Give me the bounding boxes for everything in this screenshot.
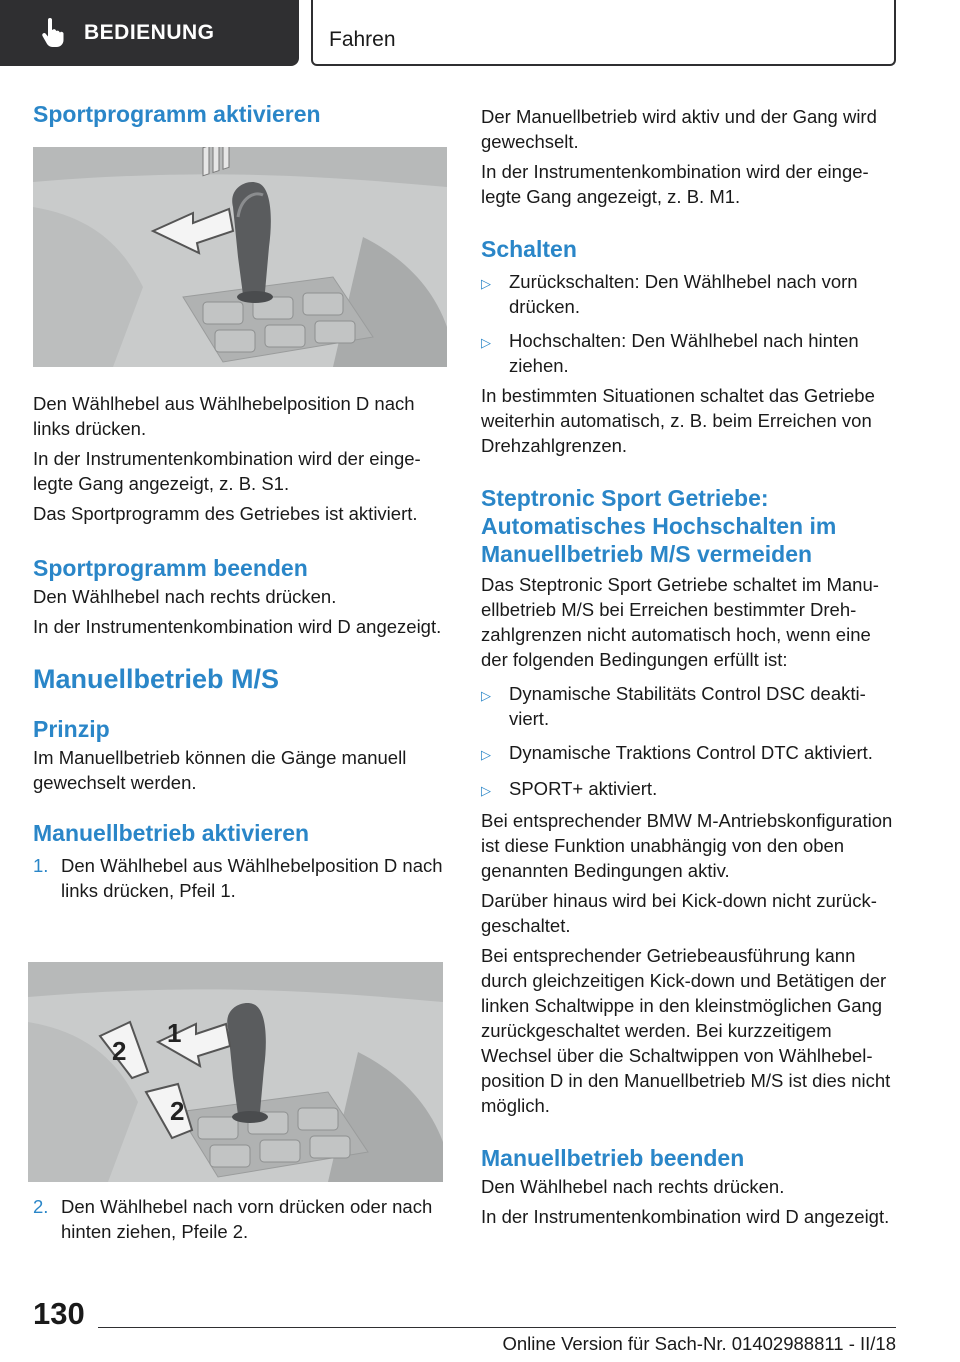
- arrow-label-1: 1: [167, 1018, 182, 1048]
- paragraph: Der Manuellbetrieb wird aktiv und der Gang wird gewechselt.: [481, 106, 877, 152]
- bullet-text: Dynamische Traktions Control DTC aktiviert.: [509, 742, 873, 763]
- heading-principle: Prinzip: [33, 716, 110, 742]
- bullet-item: [481, 328, 897, 378]
- footer-version: Online Version für Sach-Nr. 01402988811 - II/18: [502, 1333, 896, 1354]
- step-number: 2.: [33, 1196, 49, 1217]
- page-number: 130: [33, 1296, 85, 1331]
- heading-sport-off: Sportprogramm beenden: [33, 555, 308, 581]
- step-text: Den Wählhebel nach vorn drücken oder nach hinten ziehen, Pfeile 2.: [61, 1196, 433, 1242]
- paragraph: Den Wählhebel aus Wählhebelposition D nach links drücken.: [33, 393, 415, 439]
- bullet-item: [481, 740, 897, 767]
- paragraph: Bei entsprechender BMW M-Antriebskonfiguration ist diese Funktion unabhängig von den oben genannten Bedingungen aktiv.: [481, 810, 893, 881]
- heading-sport-on: Sportprogramm aktivieren: [33, 101, 321, 127]
- bullet-item: [481, 776, 897, 803]
- paragraph: Darüber hinaus wird bei Kick-down nicht zurückgeschaltet.: [481, 890, 877, 936]
- bullet-marker: ▷: [481, 783, 491, 798]
- figure-selector-lever-manual: [28, 962, 443, 1182]
- arrow-label-2-top: 2: [112, 1036, 127, 1066]
- heading-steptronic: Steptronic Sport Getriebe: Automatisches Hochschalten im Manuellbetrieb M/S vermeiden: [481, 485, 837, 567]
- bullet-text: Dynamische Stabilitäts Control DSC deaktiviert.: [509, 683, 866, 729]
- right-column: [481, 104, 897, 1229]
- paragraph: In der Instrumentenkombination wird der eingelegte Gang angezeigt, z. B. M1.: [481, 161, 869, 207]
- bullet-text: Hochschalten: Den Wählhebel nach hinten ziehen.: [509, 330, 859, 376]
- heading-manual-on: Manuellbetrieb aktivieren: [33, 820, 310, 846]
- bullet-item: [481, 681, 897, 731]
- bullet-text: Zurückschalten: Den Wählhebel nach vorn drücken.: [509, 271, 858, 317]
- bullet-marker: ▷: [481, 276, 491, 291]
- paragraph: In der Instrumentenkombination wird D angezeigt.: [33, 616, 442, 637]
- heading-shifting: Schalten: [481, 236, 577, 262]
- paragraph: Den Wählhebel nach rechts drücken.: [481, 1176, 785, 1197]
- paragraph: Den Wählhebel nach rechts drücken.: [33, 586, 337, 607]
- paragraph: In der Instrumentenkombination wird D angezeigt.: [481, 1206, 890, 1227]
- step-item: [33, 1194, 449, 1244]
- paragraph: In der Instrumentenkombination wird der eingelegte Gang angezeigt, z. B. S1.: [33, 448, 421, 494]
- bullet-marker: ▷: [481, 688, 491, 703]
- section-tab[interactable]: [0, 0, 299, 66]
- step-number: 1.: [33, 855, 49, 876]
- bullet-text: SPORT+ aktiviert.: [509, 778, 658, 799]
- heading-manual-off: Manuellbetrieb beenden: [481, 1145, 745, 1171]
- paragraph: Das Sportprogramm des Getriebes ist aktiviert.: [33, 503, 418, 524]
- bullet-marker: ▷: [481, 747, 491, 762]
- heading-manual-mode: Manuellbetrieb M/S: [33, 664, 280, 694]
- section-label: BEDIENUNG: [84, 21, 215, 44]
- step-text: Den Wählhebel aus Wählhebelposition D nach links drücken, Pfeil 1.: [61, 855, 443, 901]
- paragraph: Bei entsprechender Getriebeausführung kann durch gleichzeitigen Kick-down und Betätigen der linken Schaltwippe in den kleinstmöglichen Gang zurückgeschaltet werden. Bei kurzzeitigem Wechsel über die Schaltwippen von Wählhebelposition D in den Manuellbetrieb M/S ist dies nicht möglich.: [481, 945, 891, 1116]
- step-item: [33, 853, 449, 903]
- paragraph: Im Manuellbetrieb können die Gänge manuell gewechselt werden.: [33, 747, 407, 793]
- paragraph: Das Steptronic Sport Getriebe schaltet im Manuellbetrieb M/S bei Erreichen bestimmter Drehzahlgrenzen nicht automatisch hoch, wenn eine der folgenden Bedingungen erfüllt ist:: [481, 574, 879, 670]
- footer-divider: [98, 1327, 896, 1328]
- bullet-item: [481, 269, 897, 319]
- paragraph: In bestimmten Situationen schaltet das Getriebe weiterhin automatisch, z. B. beim Erreichen von Drehzahlgrenzen.: [481, 385, 875, 456]
- arrow-label-2-bottom: 2: [170, 1096, 185, 1126]
- chapter-title: Fahren: [311, 0, 896, 66]
- figure-selector-lever-sport: [33, 147, 447, 367]
- bullet-marker: ▷: [481, 335, 491, 350]
- hand-pointer-icon: [40, 18, 66, 48]
